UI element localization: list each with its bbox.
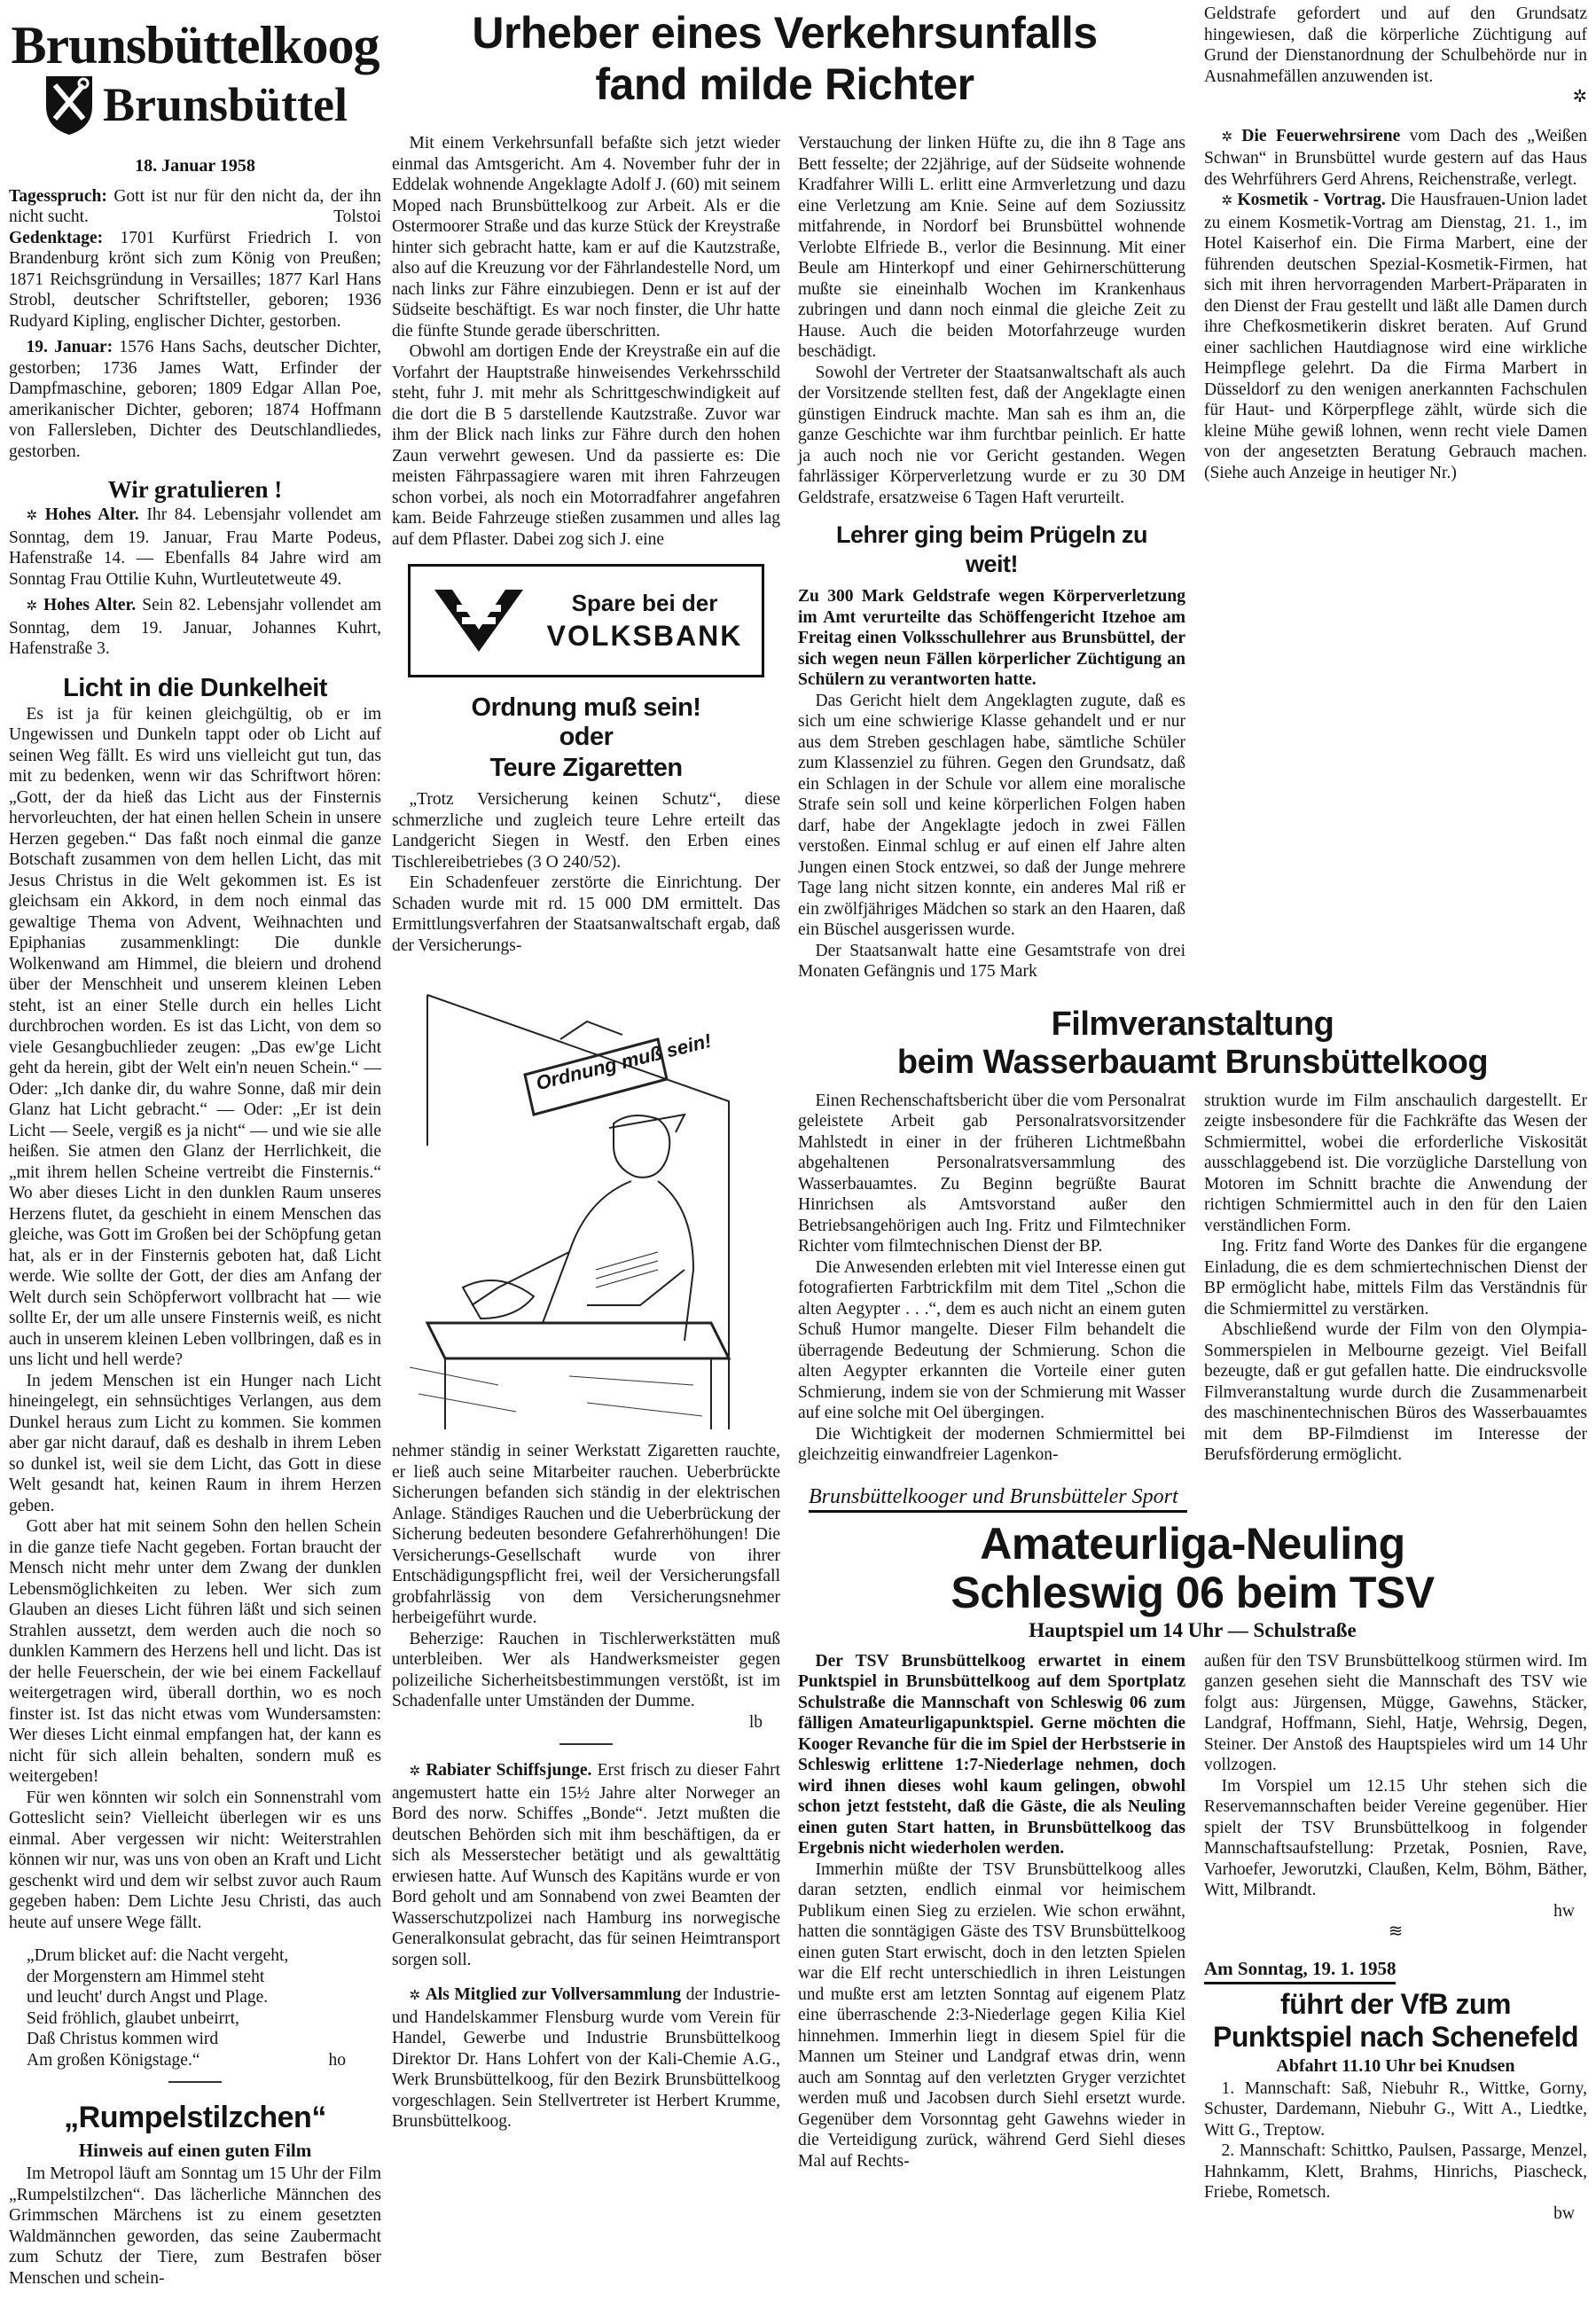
paragraph: Immerhin müßte der TSV Brunsbüttelkoog alles daran setzten, endlich einmal vor heimischem Publikum einen Sieg zu erzielen. Wie schon erwähnt, hatten die sonntägigen Gäste des TSV Brunsbüttelkoog einen guten Start erwischt, doch in den letzten Spielen war die Elf recht unterschiedlich in ihren Leistungen und mußte erst am letzten Sonntag auf eigenem Platz eine überraschende 2:3-Niederlage gegen Kilia Kiel hinnehmen. Immerhin liegt in diesem Spiel für die Mannen um Steiner und Landgraf etwas drin, wenn auch am Sonntag auf den verletzten Gryger verzichtet werden muß und Jacobsen durch Siehl ersetzt wurde. Gegenüber dem Vorsonntag geht Gawehns wieder in die Verteidigung zurück, während Gerd Siehl dieses Mal auf Rechts- <box>798 1859 1185 2171</box>
star-icon: ✲ <box>26 599 38 614</box>
paragraph: Sowohl der Vertreter der Staatsanwaltschaft als auch der Vorsitzende stellten fest, daß der Angeklagte einen günstigen Eindruck machte. Man sah es ihm an, die ganze Geschichte war ihm furchtbar peinlich. Er hatte ja auch noch nie vor Gericht gestanden. Wegen fahrlässiger Körperverletzung wurde er zu 30 DM Geldstrafe, ersatzweise 6 Tagen Haft verurteilt. <box>798 363 1185 507</box>
film-col3 <box>798 1091 1185 1466</box>
author-initials: lb <box>748 1712 763 1732</box>
masthead-line1: Brunsbüttelkoog <box>11 16 379 74</box>
ordnung-continued <box>392 1441 780 1748</box>
illustration-sign-text: Ordnung muß sein! <box>533 1029 714 1095</box>
sport-col4 <box>1204 1651 1587 2225</box>
paragraph: Die Anwesenden erlebten mit viel Interesse einen gut fotografierten Farbtrickfilm mit dem Titel „Schon die alten Aegypter . . .“, dem es auch nicht an einem guten Schuß Humor mangelte. Dieser Film behandelt die überragende Bedeutung der Schmierung. Schon die alten Aegypter erkannten die Vorteile einer guten Schmierung, indem sie von der Schmierung mit Wasser auf eine solche mit Oel übergingen. <box>798 1257 1185 1422</box>
author-initials: hw <box>1553 1901 1575 1921</box>
gedenktage <box>9 228 381 333</box>
volksbank-ad[interactable] <box>408 564 764 677</box>
paragraph: Es ist ja für keinen gleichgültig, ob er im Ungewissen und Dunkeln tappt oder ob Licht auf seinen Weg fällt. Es wird uns vielleicht gut tun, das mit zu bedenken, wenn wir das Schriftwort hören: „Gott, der da hieß das Licht aus der Finsternis hervorleuchten, der hat einen hellen Schein in unsere Herzen gegeben.“ Das faßt noch einmal die ganze Botschaft zusammen von dem hellen Licht, das mit Jesus Christus in die Welt gekommen ist. Es ist gleichsam ein Akkord, in dem noch einmal das gewaltige Thema von Advent, Weihnachten und Epiphanias zusammenklingt: Die dunkle Wolkenwand am Himmel, die bleiern und drohend über der Menschheit und unserem kleinen Leben steht, ist an einer Stelle durch ein helles Licht durchbrochen worden. Es ist das Licht, von dem so viele Gesangbuchlieder zeugen: „Das ew'ge Licht geht da herein, gibt der Welt ein'n neuen Schein.“ — Oder: „Ich danke dir, du wahre Sonne, daß mir dein Glanz hat Licht gebracht.“ — Oder: „Er ist dein Licht — Seele, vergiß es ja nicht“ — und wie sie alle heißen. Sie atmen den Glanz der Herrlichkeit, die „mit ihrem hellen Scheine vertreibt die Finsternis.“ Wo aber dieses Licht in den dunklen Raum unseres Herzens flutet, da geschieht in einem Menschen das gleiche, was Gott im Großen bei der Schöpfung getan hat, als er in der Finsternis geboten hat, daß Licht werde. Wie sollte der Gott, der dies am Anfang der Welt durch sein Schöpferwort vollbracht hat — wie sollte Er, der um alle unsere Finsternis weiß, es nicht auch in unserem kleinen Leben vollbringen, daß es in uns licht und hell werde? <box>9 704 381 1369</box>
gratulieren-item <box>9 595 381 660</box>
item-label: Als Mitglied zur Vollversammlung <box>425 1985 682 2004</box>
vfb-kicker: Am Sonntag, 19. 1. 1958 <box>1204 1955 1396 1984</box>
poem-line: der Morgenstern am Himmel steht <box>27 1967 265 1986</box>
gratulieren-section <box>9 474 381 660</box>
jan19-label: 19. Januar: <box>26 338 113 356</box>
film-title2: beim Wasserbauamt Brunsbüttelkoog <box>896 1043 1489 1081</box>
gratulieren-item <box>9 505 381 590</box>
unfall-col2 <box>392 133 780 550</box>
issue-date: 18. Januar 1958 <box>135 156 255 176</box>
ad-line1: Spare bei der <box>571 590 718 616</box>
ordnung-illustration <box>392 968 780 1434</box>
item-text: Erst frisch zu dieser Fahrt angemustert hatte ein 15½ Jahre alter Norweger an Bord des norw. Schiffes „Bonde“. Jetzt mußten die deutschen Behörden sich mit ihm beschäftigen, da er sich als Messerstecher betätigt und als gewalttätig erwiesen hatte. Auf Wunsch des Kapitäns wurde er von Bord geholt und am Sonnabend von zwei Beamten der Wasserschutzpolizei nach Hamburg ins norwegische Generalkonsulat gebracht, das für seinen Heimtransport sorgen soll. <box>392 1761 780 1969</box>
paragraph: nehmer ständig in seiner Werkstatt Zigaretten rauchte, er ließ auch seine Mitarbeiter rauchen. Ueberbrückte Sicherungen befanden sich ständig in der elektrischen Anlage. Ständiges Rauchen und die Ueberbrückung der Sicherung bedeuten besondere Gefahrerhöhungen! Die Versicherungs-Gesellschaft wurde von ihrer Entschädigungspflicht frei, weil der Versicherungsfall grobfahrlässig von dem Versicherungsnehmer herbeigeführt wurde. <box>392 1442 780 1627</box>
ad-line2: VOLKSBANK <box>546 620 743 652</box>
vfb-article <box>1204 1955 1587 2225</box>
team-list: 2. Mannschaft: Schittko, Paulsen, Passarge, Menzel, Hahnkamm, Klett, Brahms, Hinrichs, Piascheck, Friebe, Rometsch. <box>1204 2141 1587 2202</box>
paragraph: Ing. Fritz fand Worte des Dankes für die ergangene Einladung, die es dem schmiertechnischen Dienst der BP ermöglicht habe, mittels Film das Verständnis für die Schmiermittel zu verstärken. <box>1204 1237 1587 1319</box>
film-headline <box>798 1006 1587 1082</box>
divider <box>559 1743 613 1748</box>
gedenktage-text: 1701 Kurfürst Friedrich I. von Brandenburg krönt sich zum König von Preußen; 1871 Reichsgründung in Versailles; 1877 Karl Hans Strobl, deutscher Schriftsteller, geboren; 1936 Rudyard Kipling, englischer Dichter, gestorben. <box>9 228 382 331</box>
star-icon: ✲ <box>1572 88 1587 106</box>
masthead-line2: Brunsbüttel <box>102 78 348 131</box>
star-icon: ✲ <box>26 509 38 523</box>
lehrer-article <box>798 520 1185 982</box>
columns-3-4 <box>798 0 1587 2224</box>
column-2 <box>392 133 780 2133</box>
gedenktage-label: Gedenktage: <box>9 228 104 247</box>
lehrer-title: Lehrer ging beim Prügeln zu weit! <box>835 521 1148 577</box>
masthead-row2 <box>9 73 381 137</box>
sport-subtitle: Hauptspiel um 14 Uhr — Schulstraße <box>1029 1618 1357 1641</box>
item-label: Kosmetik - Vortrag. <box>1237 191 1386 209</box>
vfb-title1: führt der VfB zum <box>1280 1987 1511 2020</box>
mitglied-item <box>392 1984 780 2133</box>
tagesspruch-author: Tolstoi <box>333 207 381 226</box>
sport-col3 <box>798 1651 1185 2172</box>
rumpel-article <box>9 2098 381 2289</box>
paragraph: Die Wichtigkeit der modernen Schmiermittel bei gleichzeitig einwandfreier Lagenkon- <box>798 1424 1185 1464</box>
poem-line: Seid fröhlich, glaubet unbeirrt, <box>27 2008 239 2028</box>
sport-section-header: Brunsbüttelkooger und Brunsbütteler Sport <box>809 1483 1187 1513</box>
coat-of-arms-icon <box>43 73 96 137</box>
licht-article <box>9 672 381 2086</box>
ordnung-subtitle: Teure Zigaretten <box>489 754 683 782</box>
author-initials: bw <box>1553 2203 1575 2223</box>
ordnung-title-or: oder <box>559 723 614 751</box>
unfall-col3 <box>798 133 1185 508</box>
item-label: Hohes Alter. <box>43 596 137 614</box>
author-initials: ho <box>328 2050 346 2070</box>
lehrer-lead: Zu 300 Mark Geldstrafe wegen Körperverletzung im Amt verurteilte das Schöffengericht Itzehoe am Freitag einen Volksschullehrer aus Brunsbüttel, der sich wegen neun Fällen körperlicher Züchtigung an Schülern zu verantworten hatte. <box>798 587 1185 689</box>
film-col4 <box>1204 1091 1587 1466</box>
team-list: 1. Mannschaft: Saß, Niebuhr R., Wittke, Gorny, Schuster, Dardemann, Niebuhr G., Witt A., Liedtke, Witt G., Treptow. <box>1204 2078 1587 2140</box>
film-title1: Filmveranstaltung <box>1051 1005 1334 1043</box>
item-text: Die Hausfrauen-Union ladet zu einem Kosmetik-Vortrag am Dienstag, 21. 1., im Hotel Kaiserhof ein. Die Firma Marbert, eine der führenden deutschen Spezial-Kosmetik-Firmen, hat sich mit ihren hervorragenden Marbert-Präparaten in den Dienst der Frau gestellt und läßt alle Damen durch ihre Chefkosmetikerin diskret beraten. Auf Grund einer sachlichen Hautdiagnose wird eine wirkliche Heimpflege gelehrt. Da die Firma Marbert in Düsseldorf zu den wenigen anerkannten Fachschulen für Haut- und Körperpflege zählt, würde sich die kleine Mühe gewiß lohnen, wenn recht viele Damen von der angesetzten Beratung Gebrauch machen. (Siehe auch Anzeige in heutiger Nr.) <box>1204 191 1588 482</box>
paragraph: Der Staatsanwalt hatte eine Gesamtstrafe von drei Monaten Gefängnis und 175 Mark <box>798 941 1185 981</box>
column-1 <box>9 18 381 2301</box>
paragraph: Gott aber hat mit seinem Sohn den hellen Schein in die ganze tiefe Nacht gegeben. Fortan braucht der Mensch nicht mehr unter dem Zwang der dunklen Lebensmöglichkeiten zu leben. Wer sich zum Glauben an dieses Licht führen läßt und sich seinen Strahlen aussetzt, dem werden auch die noch so dunklen Kammern des Herzens hell und licht. Das ist der helle Feuerschein, der wie bei einem Fackellauf weitergetragen wird, überall dorthin, wo es noch finster ist. Ist das nicht etwas vom Wundersamsten: Wer dieses Licht einmal empfangen hat, der kann es nicht für sich allein behalten, sondern muß es weitergeben! <box>9 1517 381 1786</box>
rumpel-subtitle: Hinweis auf einen guten Film <box>78 2140 312 2161</box>
sport-title2: Schleswig 06 beim TSV <box>951 1567 1435 1617</box>
licht-title: Licht in die Dunkelheit <box>63 673 327 702</box>
tagesspruch <box>9 186 381 228</box>
paragraph: Verstauchung der linken Hüfte zu, die ihn 8 Tage ans Bett fesselte; der 22jährige, auf der Südseite wohnende Kradfahrer Willi L. erlitt eine Armverletzung und dazu eine Verletzung am Knie. Seine auf dem Soziussitz mitfahrende, in Nordorf bei Brunsbüttel wohnende Verlobte Elfriede B., verlor die Besinnung. Mit einer Beule am Hinterkopf und einer Gehirnerschütterung mußte sie eineinhalb Wochen im Krankenhaus zubringen und dann noch einmal die gleiche Zeit zu Hause. Auch die beiden Motorfahrzeuge wurden beschädigt. <box>798 134 1185 361</box>
paragraph: Das Gericht hielt dem Angeklagten zugute, daß es sich um eine schwierige Klasse gehandelt und er nur aus dem Streben geschlagen habe, sämtliche Schüler zum Klassenziel zu führen. Gegen den Grundsatz, daß ein Schlagen in der Schule vor allem eine moralische Strafe sein soll und keine körperlichen Folgen haben darf, habe der Angeklagte jedoch in zwei Fällen verstoßen. Einmal schlug er auf einen elf Jahre alten Jungen einen Stock entzwei, so daß der Junge mehrere Tage lang nicht sitzen konnte, ein anderes Mal riß er ein zwölfjähriges Mädchen so stark an den Haaren, daß ein Büschel ausgerissen wurde. <box>798 691 1185 939</box>
column-4-top <box>1204 0 1587 496</box>
item-label: Die Feuerwehrsirene <box>1241 126 1401 145</box>
paragraph: Mit einem Verkehrsunfall befaßte sich jetzt wieder einmal das Amtsgericht. Am 4. November fuhr der in Eddelak wohnende Angeklagte Adolf J. (60) mit seinem Moped nach Brunsbüttelkoog zur Arbeit. Als er die Ostermoorer Straße und das kurze Stück der Kreystraße hinter sich gebracht hatte, kam er auf die Kautzstraße, also auf die Kreuzung vor der Fährlandestelle Nord, um nach links zur Fähre einzubiegen. Denn er ist auf der Südseite beschäftigt. Es war noch finster, die Uhr hatte die fünfte Stunde gerade überschritten. <box>392 134 780 340</box>
paragraph: Obwohl am dortigen Ende der Kreystraße ein auf die Vorfahrt der Hauptstraße hinweisendes Verkehrsschild steht, fuhr J. mit mehr als Schrittgeschwindigkeit auf die dort die B 5 darstellende Kautzstraße. Zuvor war ihm der Blick nach links zur Fähre durch den hohen Zaun verwehrt gewesen. Und da passierte es: Die meisten Fährpassagiere waren mit ihren Fahrzeugen schon vorbei, als noch ein Motorradfahrer angefahren kam. Beide Fahrzeuge stießen zusammen und alles lag auf dem Pflaster. Dabei zog sich J. eine <box>392 342 780 549</box>
ordnung-article <box>392 693 780 956</box>
headline-line2: fand milde Richter <box>595 59 974 109</box>
item-label: Rabiater Schiffsjunge. <box>426 1761 592 1780</box>
sport-headline <box>798 1483 1587 1651</box>
poem-line: Daß Christus kommen wird <box>27 2030 219 2048</box>
gedenktage-jan19 <box>9 337 381 462</box>
paragraph: struktion wurde im Film anschaulich dargestellt. Er zeigte insbesondere für die Fachkräfte das Wesen der Schmiermittel, wobei die erforderliche Viskosität ausschlaggebend ist. Die vorzügliche Darstellung von Motoren im Schnitt brachte die Anwendung der richtigen Schmiermittel auch in den für den Laien verständlichen Form. <box>1204 1091 1587 1235</box>
column-3-top <box>798 0 1185 995</box>
paragraph: außen für den TSV Brunsbüttelkoog stürmen wird. Im ganzen gesehen sieht die Mannschaft des TSV wie folgt aus: Jürgensen, Mügge, Gawehns, Stäcker, Landgraf, Hoffmann, Siehl, Hatje, Wehrsig, Degen, Steiner. Der Anstoß des Hauptspieles wird um 14 Uhr vollzogen. <box>1204 1651 1587 1774</box>
volksbank-logo-icon <box>430 585 528 656</box>
workshop-illustration-icon <box>392 968 780 1434</box>
item-text: Ihr 84. Lebensjahr vollendet am Sonntag, dem 19. Januar, Frau Marte Podeus, Hafenstraße 14. — Ebenfalls 84 Jahre wird am Sonntag Frau Ottilie Kuhn, Wurtleutetweute 49. <box>9 505 382 589</box>
paragraph: Abschließend wurde der Film von den Olympia-Sommerspielen in Melbourne gezeigt. Viel Beifall bezeugte, daß er gut gefallen hatte. Die eindrucksvolle Filmveranstaltung wurde durch die Zusammenarbeit des maschinentechnischen Büros des Wasserbauamtes mit dem BP-Filmdienst im Interesse der Berufsförderung ermöglicht. <box>1204 1320 1587 1464</box>
paragraph: Beherzige: Rauchen in Tischlerwerkstätten muß unterbleiben. Wer als Handwerksmeister gegen polizeiliche Sicherheitsbestimmungen verstößt, ist im Schadenfalle unter Umständen der Dumme. <box>392 1629 780 1710</box>
tagesspruch-text: Gott ist nur für den nicht da, der ihn nicht sucht. <box>9 186 381 226</box>
paragraph: Ein Schadenfeuer zerstörte die Einrichtung. Der Schaden wurde mit rd. 15 000 DM ermittelt. Das Ermittlungsverfahren der Staatsanwaltschaft ergab, daß der Versicherungs- <box>392 873 780 955</box>
masthead <box>9 18 381 462</box>
paragraph: Einen Rechenschaftsbericht über die vom Personalrat geleistete Arbeit gab Personalratsvorsitzender Mahlstedt in einer in der früheren Lichtmeßbahn abgehaltenen Personalratsversammlung des Wasserbauamtes. Zu Beginn begrüßte Baurat Hinrichsen als Amtsvorstand außer den Betriebsangehörigen auch Ing. Fritz und Filmtechniker Richter vom filmtechnischen Dienst der BP. <box>798 1091 1185 1256</box>
sport-title1: Amateurliga-Neuling <box>980 1518 1405 1569</box>
paragraph: Geldstrafe gefordert und auf den Grundsatz hingewiesen, daß die körperliche Züchtigung auf Grund der Dienstanordnung der Schulbehörde nur in Ausnahmefällen anzuwenden ist. <box>1204 4 1587 86</box>
gratulieren-title: Wir gratulieren ! <box>107 476 283 503</box>
headline-line1: Urheber eines Verkehrsunfalls <box>472 8 1098 58</box>
item-text: Sein 82. Lebensjahr vollendet am Sonntag, dem 19. Januar, Johannes Kuhrt, Hafenstraße 3. <box>9 596 382 658</box>
item-label: Hohes Alter. <box>44 505 139 524</box>
schiffsjunge-item <box>392 1760 780 1970</box>
kosmetik-item <box>1204 190 1587 483</box>
tagesspruch-label: Tagesspruch: <box>9 186 107 206</box>
star-icon: ✲ <box>409 1765 421 1779</box>
paragraph: In jedem Menschen ist ein Hunger nach Licht hineingelegt, ein sehnsüchtiges Verlangen, aus dem Dunkel heraus zum Licht zu kommen. Sie kommen aber gar nicht darauf, daß es deshalb in ihrem Leben so dunkel ist, weil sie dem Licht, das Gott in diese Welt gesandt hat, keinen Raum in ihrem Herzen geben. <box>9 1371 381 1515</box>
sport-lead: Der TSV Brunsbüttelkoog erwartet in einem Punktspiel in Brunsbüttelkoog auf dem Sportplatz Schulstraße die Mannschaft von Schleswig 06 zum fälligen Amateurligapunktspiel. Gerne möchten die Kooger Revanche für die im Spiel der Herbstserie in Schleswig erlittene 1:7-Niederlage nehmen, doch wird ihnen dieses wohl kaum gelingen, obwohl schon jetzt feststeht, daß die Gäste, die als Neuling einen guten Start hatten, in Brunsbüttelkoog das Ergebnis nicht wiederholen werden. <box>798 1651 1185 1858</box>
feuerwehr-item <box>1204 126 1587 191</box>
paragraph: „Trotz Versicherung keinen Schutz“, diese schmerzliche und zugleich teure Lehre erteilt das Landgericht Siegen in Westf. den Erben eines Tischlereibetriebes (3 O 240/52). <box>392 790 780 872</box>
paragraph: Im Vorspiel um 12.15 Uhr stehen sich die Reservemannschaften beider Vereine gegenüber. Hier spielt der TSV Brunsbüttelkoog in folgender Mannschaftsaufstellung: Przetak, Posnien, Rave, Varhoefer, Jeworutzki, Claußen, Kelm, Böhm, Bäther, Witt, Milbrandt. <box>1204 1776 1587 1899</box>
lehrer-continued <box>1204 4 1587 108</box>
rumpel-title: „Rumpelstilzchen“ <box>64 2101 326 2134</box>
item-text: vom Dach des „Weißen Schwan“ in Brunsbüttel wurde gestern auf das Haus des Wehrführers Gerd Ahrens, Reichenstraße, verlegt. <box>1204 126 1588 189</box>
local-news <box>1204 126 1587 484</box>
vfb-subtitle: Abfahrt 11.10 Uhr bei Knudsen <box>1276 2055 1515 2076</box>
item-text: der Industrie- und Handelskammer Flensburg wurde vom Verein für Handel, Gewerbe und Industrie Brunsbüttelkoog Direktor Dr. Hans Lohfert von der Kali-Chemie A.G., Werk Brunsbüttelkoog, für den Bezirk Brunsbüttelkoog vorgeschlagen. Sein Stellvertreter ist Herbert Krumme, Brunsbüttelkoog. <box>392 1985 781 2131</box>
poem-line: Am großen Königstage.“ <box>27 2050 200 2070</box>
star-icon: ✲ <box>409 1989 421 2003</box>
divider <box>168 2081 222 2086</box>
paragraph: Für wen könnten wir solch ein Sonnenstrahl vom Gotteslicht sein? Vielleicht überlegen wir es uns einmal. Aber vergessen wir nicht: Weiterstrahlen können wir nur, was uns von oben an Kraft und Licht geschenkt wird und dem wir selbst zuvor auch Raum gegeben haben: Dem Lichte Jesu Christi, das auch heute auf unsere Wege fällt. <box>9 1788 381 1932</box>
poem <box>27 1945 381 2070</box>
jan19-text: 1576 Hans Sachs, deutscher Dichter, gestorben; 1736 James Watt, Erfinder der Dampfmaschine, geboren; 1809 Edgar Allan Poe, amerikanischer Dichter, geboren; 1874 Hoffmann von Fallersleben, Dichter des Deutschlandliedes, gestorben. <box>9 338 381 461</box>
paragraph: Im Metropol läuft am Sonntag um 15 Uhr der Film „Rumpelstilzchen“. Das lächerliche Männchen des Grimmschen Märchens ist zu einem gesetzten Waldmännchen geworden, das seine Zaubermacht zum Schutz der Tiere, zum Bestrafen böser Menschen und schein- <box>9 2164 381 2288</box>
poem-line: „Drum blicket auf: die Nacht vergeht, <box>27 1946 289 1965</box>
vfb-title2: Punktspiel nach Schenefeld <box>1213 2020 1578 2053</box>
star-icon: ✲ <box>1221 129 1233 145</box>
ornament-icon: ≋ <box>1388 1922 1404 1941</box>
poem-line: und leucht' durch Angst und Plage. <box>27 1988 269 2007</box>
star-icon: ✲ <box>1221 194 1233 208</box>
ordnung-title: Ordnung muß sein! <box>471 693 701 722</box>
